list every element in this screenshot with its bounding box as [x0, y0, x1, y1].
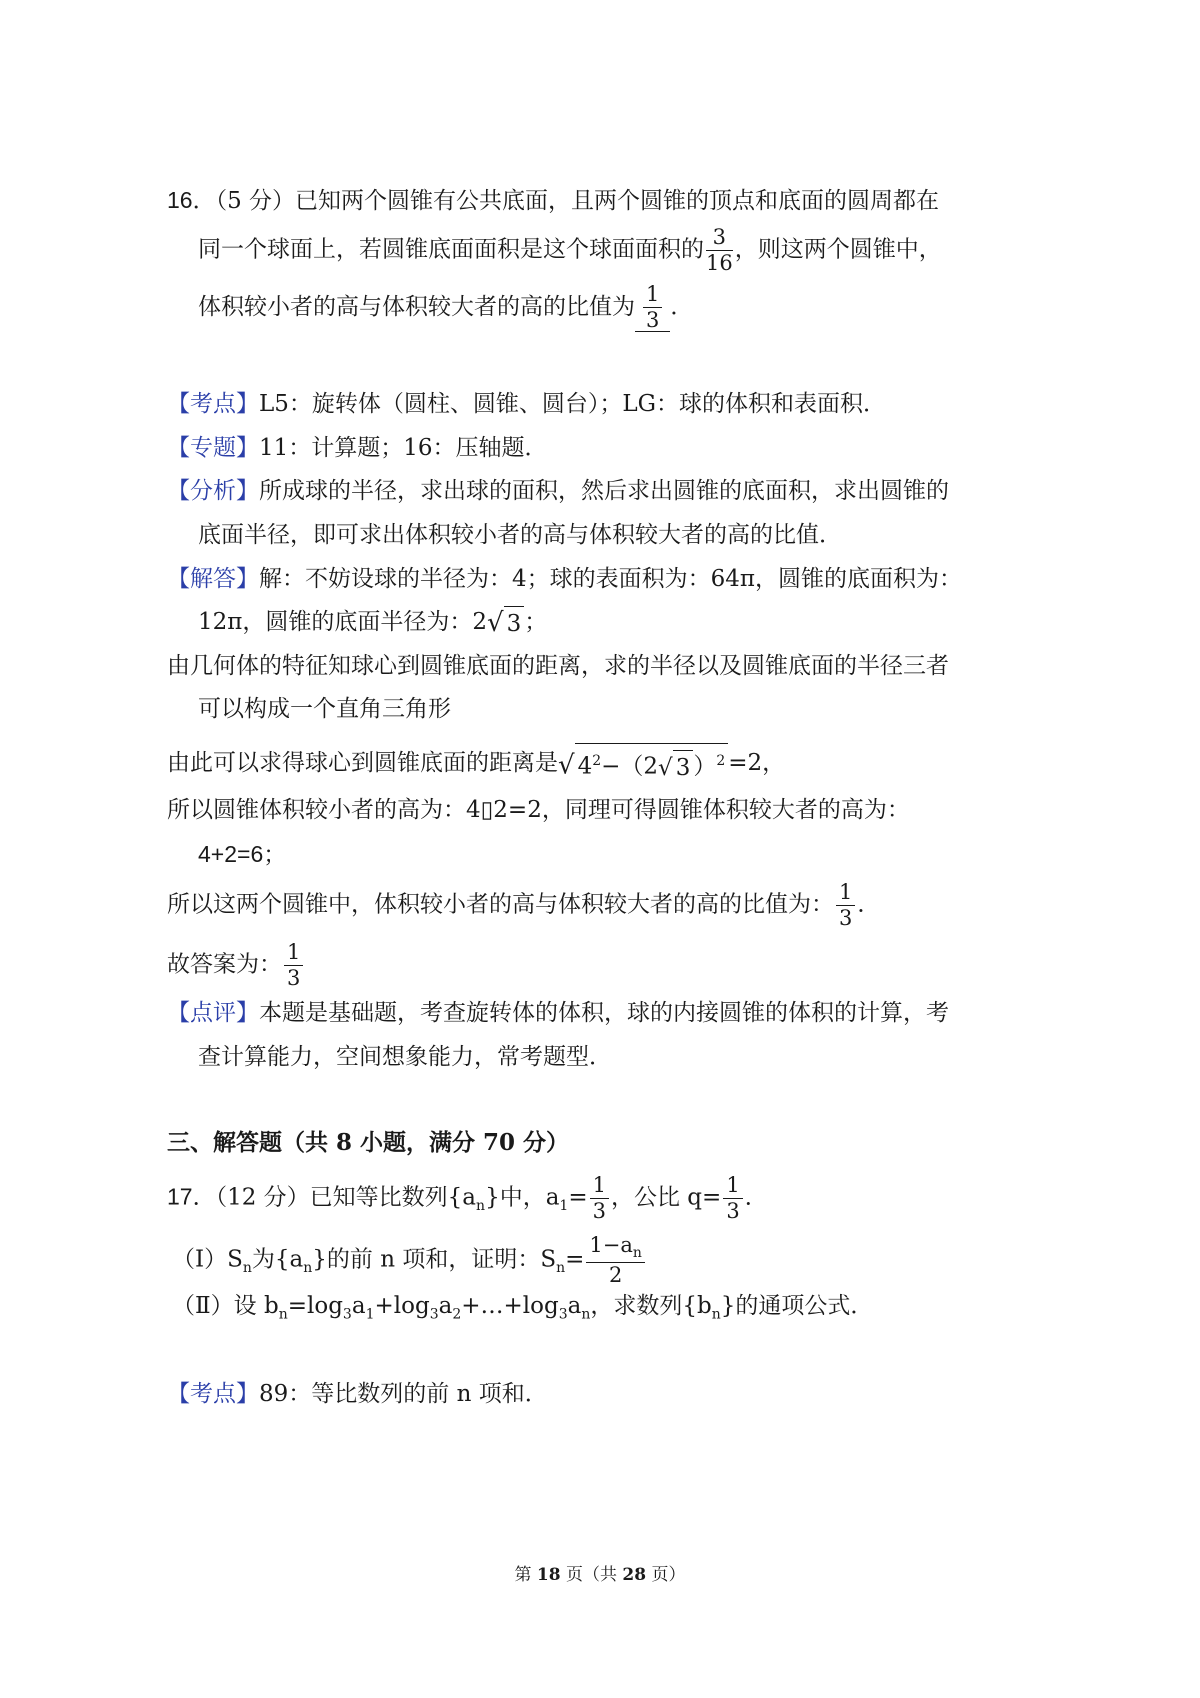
dianping16-text-1: 本题是基础题，考查旋转体的体积，球的内接圆锥的体积的计算，考	[259, 1000, 949, 1026]
zhuanti16	[167, 431, 548, 465]
total-pages: 28	[622, 1565, 647, 1585]
a1-fraction: $\frac{1}{3}$	[590, 1175, 609, 1222]
q16-text-2a: 同一个球面上，若圆锥底面面积是这个球面面积的	[198, 236, 704, 263]
q16-text-3a: 体积较小者的高与体积较大者的高的比值为	[198, 294, 635, 320]
jieda16-line9	[167, 942, 305, 989]
q16-number: 16．	[167, 187, 216, 213]
jieda16-line6	[167, 793, 910, 827]
dianping16-line1	[167, 996, 949, 1030]
sqrt-3: √ 3	[487, 606, 524, 641]
fenxi16-line2	[198, 518, 842, 552]
jieda16-line7	[198, 837, 286, 871]
kaodian16-tag: 【考点】	[167, 391, 259, 417]
q16-answer-blank	[635, 284, 670, 332]
distance-expression: √ $4^2-(2√$ 3 ）$^2$	[558, 743, 728, 785]
q16-line2	[198, 227, 942, 274]
jieda16-text-2b: ；	[524, 609, 548, 635]
q16-score: （5 分）	[215, 188, 296, 214]
q16-line1	[167, 183, 939, 218]
jieda16-text-7: 4+2=6；	[198, 841, 287, 867]
jieda16-text-1: 解：不妨设球的半径为：4；球的表面积为：64π，圆锥的底面积为：	[259, 566, 963, 592]
kaodian17	[167, 1377, 548, 1411]
dianping16-line2	[198, 1040, 612, 1074]
jieda16-line1	[167, 562, 962, 596]
jieda16-text-9a: 故答案为：	[167, 951, 282, 978]
jieda16-line5	[167, 743, 785, 785]
jieda16-line4	[198, 692, 451, 726]
q17-part1: $(Ⅰ)S_n$为$\{a_n\}$的前 n 项和，证明：$S_n=$ $\frac{1-a_n}{2}$	[172, 1235, 647, 1286]
section-title: 三、解答题（共 8 小题，满分 70 分）	[167, 1129, 570, 1156]
sqrt-icon: √	[558, 750, 575, 781]
kaodian16-text: L5：旋转体（圆柱、圆锥、圆台）；LG：球的体积和表面积．	[259, 391, 887, 417]
section-heading	[167, 1126, 569, 1160]
sqrt-icon: √	[487, 607, 504, 638]
fenxi16-text-1: 所成球的半径，求出球的面积，然后求出圆锥的底面积，求出圆锥的	[259, 478, 949, 504]
q17-line1: 17．（12 分）已知等比数列$\{a_n\}$中，$a_1=$ $\frac{1}{3}$ ，公比 q= $\frac{1}{3}$ ．	[167, 1173, 768, 1223]
jieda16-text-4: 可以构成一个直角三角形	[198, 696, 451, 722]
q17-score: （12 分）	[215, 1184, 310, 1211]
jieda16-text-5a: 由此可以求得球心到圆锥底面的距离是	[167, 750, 558, 777]
jieda16-text-2a: 12π，圆锥的底面半径为：2	[198, 609, 488, 635]
ratio-fraction: $\frac{1}{3}$	[836, 882, 855, 929]
final-answer-fraction: $\frac{1}{3}$	[284, 942, 303, 989]
jieda16-text-8a: 所以这两个圆锥中，体积较小者的高与体积较大者的高的比值为：	[167, 891, 834, 918]
current-page: 18	[536, 1565, 561, 1585]
jieda16-text-6: 所以圆锥体积较小者的高为：4▯2=2，同理可得圆锥体积较大者的高为：	[167, 797, 910, 823]
q17-part1-label: （Ⅰ）	[172, 1246, 228, 1273]
kaodian17-text: 89：等比数列的前 n 项和．	[259, 1381, 548, 1407]
dianping16-text-2: 查计算能力，空间想象能力，常考题型．	[198, 1044, 612, 1070]
q16-line3	[198, 284, 693, 332]
fenxi16-text-2: 底面半径，即可求出体积较小者的高与体积较大者的高的比值．	[198, 522, 842, 548]
q16-text-2b: ，则这两个圆锥中，	[734, 236, 942, 263]
jieda16-text-8b: ．	[857, 891, 881, 918]
sqrt-icon: √	[658, 755, 673, 782]
jieda16-line3	[167, 649, 949, 683]
q16-text-1: 已知两个圆锥有公共底面，且两个圆锥的顶点和底面的圆周都在	[295, 188, 940, 214]
page-footer: 第 18 页（共 28 页）	[514, 1565, 686, 1585]
q17-part2-label: （Ⅱ）	[172, 1293, 234, 1319]
jieda16-line8	[167, 882, 880, 929]
q-fraction: $\frac{1}{3}$	[723, 1175, 742, 1222]
inner-sqrt-3: √ 3	[658, 750, 693, 785]
q16-fraction: $\frac{3}{16}$	[706, 225, 733, 275]
kaodian16	[167, 387, 886, 421]
q16-text-3b: ．	[670, 294, 694, 320]
jieda16-tag: 【解答】	[167, 566, 259, 592]
dianping16-tag: 【点评】	[167, 1000, 259, 1026]
kaodian17-tag: 【考点】	[167, 1381, 259, 1407]
fenxi16-line1	[167, 474, 949, 508]
q17-number: 17．	[167, 1183, 216, 1210]
sn-fraction: $\frac{1-a_n}{2}$	[586, 1235, 645, 1286]
fenxi16-tag: 【分析】	[167, 478, 259, 504]
jieda16-line2	[198, 605, 547, 641]
jieda16-text-5b: =2，	[728, 750, 786, 777]
zhuanti16-text: 11：计算题；16：压轴题．	[259, 435, 548, 461]
q17-part2: （Ⅱ）设 $b_n=\log_3a_1+\log_3a_2+\dots+\log_3a_n$，求数列$\{b_n\}$的通项公式．	[172, 1293, 874, 1323]
q16-answer-fraction: $\frac{1}{3}$	[643, 284, 662, 331]
jieda16-text-3: 由几何体的特征知球心到圆锥底面的距离，求的半径以及圆锥底面的半径三者	[167, 653, 949, 679]
zhuanti16-tag: 【专题】	[167, 435, 259, 461]
